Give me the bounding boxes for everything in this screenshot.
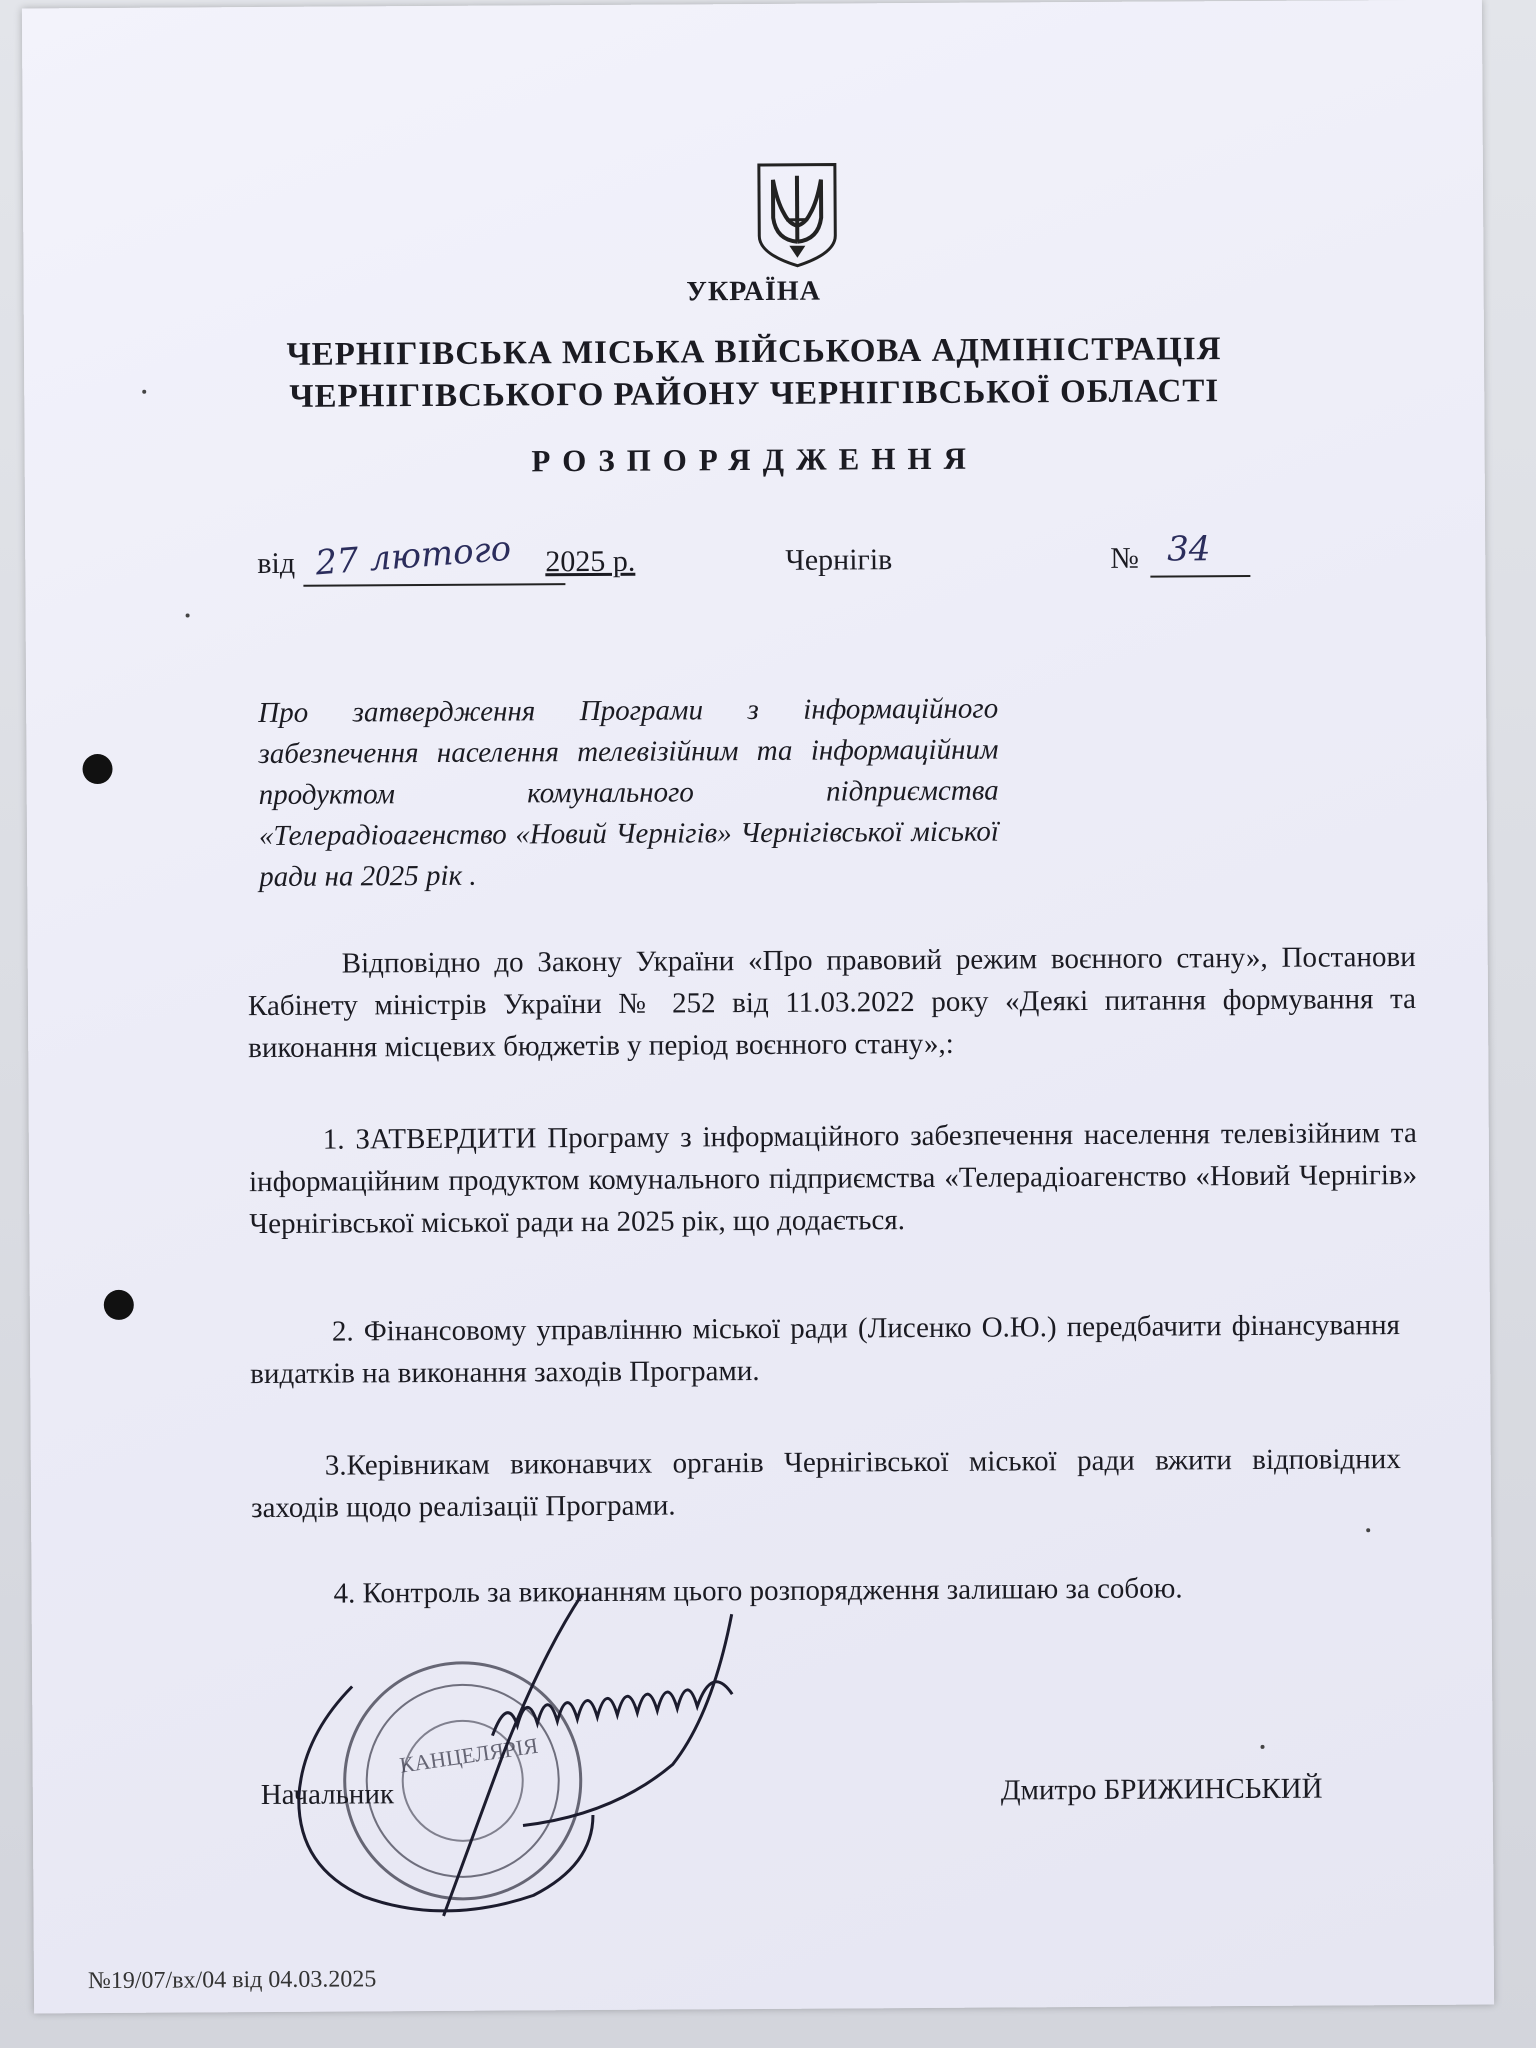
- signatory-name: Дмитро БРИЖИНСЬКИЙ: [1000, 1772, 1323, 1807]
- document-type: РОЗПОРЯДЖЕННЯ: [531, 440, 979, 479]
- date-prefix: від: [257, 546, 296, 581]
- handwritten-date: 27 лютого: [314, 528, 513, 584]
- document-subject: Про затвердження Програми з інформаційного забезпечення населення телевізійним та інформаційним продуктом комунального підприємства «Телерадіоагенство «Новий Чернігів» Чернігівської міської ради на 2025 рік .: [258, 692, 1000, 894]
- signature-and-seal: [292, 1593, 914, 1927]
- number-prefix: №: [1110, 541, 1139, 575]
- order-item-1: 1. ЗАТВЕРДИТИ Програму з інформаційного забезпечення населення телевізійним та інформаційним продуктом комунального підприємства «Телерадіоагенство «Новий Чернігів» Чернігівської міської ради на 2025 рік, що додається.: [248, 1116, 1418, 1241]
- organization-line-2: ЧЕРНІГІВСЬКОГО РАЙОНУ ЧЕРНІГІВСЬКОЇ ОБЛАСТІ: [289, 373, 1220, 415]
- speck: [1261, 1745, 1265, 1749]
- speck: [142, 390, 146, 394]
- trident-icon: [756, 161, 839, 269]
- registration-mark: №19/07/вх/04 від 04.03.2025: [87, 1966, 377, 1995]
- number-underline: [1150, 575, 1250, 578]
- speck: [1366, 1528, 1370, 1532]
- document-city: Чернігів: [785, 543, 893, 577]
- speck: [186, 613, 190, 617]
- date-underline: [303, 583, 565, 587]
- order-item-3: 3.Керівникам виконавчих органів Чернігівської міської ради вжити відповідних заходів щодо реалізації Програми.: [250, 1443, 1401, 1525]
- seal-text: КАНЦЕЛЯРІЯ: [397, 1732, 540, 1778]
- legal-basis-paragraph: Відповідно до Закону України «Про правовий режим воєнного стану», Постанови Кабінету міністрів України № 252 від 11.03.2022 року «Деякі питання формування та виконання місцевих бюджетів у період воєнного стану»,:: [247, 940, 1417, 1065]
- organization-line-1: ЧЕРНІГІВСЬКА МІСЬКА ВІЙСЬКОВА АДМІНІСТРАЦІЯ: [286, 331, 1222, 373]
- bleed-through-text: [556, 633, 573, 691]
- order-item-4: 4. Контроль за виконанням цього розпорядження залишаю за собою.: [333, 1572, 1183, 1610]
- order-item-2: 2. Фінансовому управлінню міської ради (Лисенко О.Ю.) передбачити фінансування видатків на виконання заходів Програми.: [250, 1309, 1401, 1391]
- punch-hole: [82, 754, 112, 784]
- document-year: 2025 р.: [545, 544, 636, 579]
- punch-hole: [104, 1290, 134, 1320]
- bleed-through-text: [403, 174, 409, 200]
- document-sheet: [22, 0, 1494, 2013]
- country-name: УКРАЇНА: [686, 275, 821, 308]
- handwritten-number: 34: [1167, 529, 1211, 570]
- signatory-title: Начальник: [260, 1778, 395, 1812]
